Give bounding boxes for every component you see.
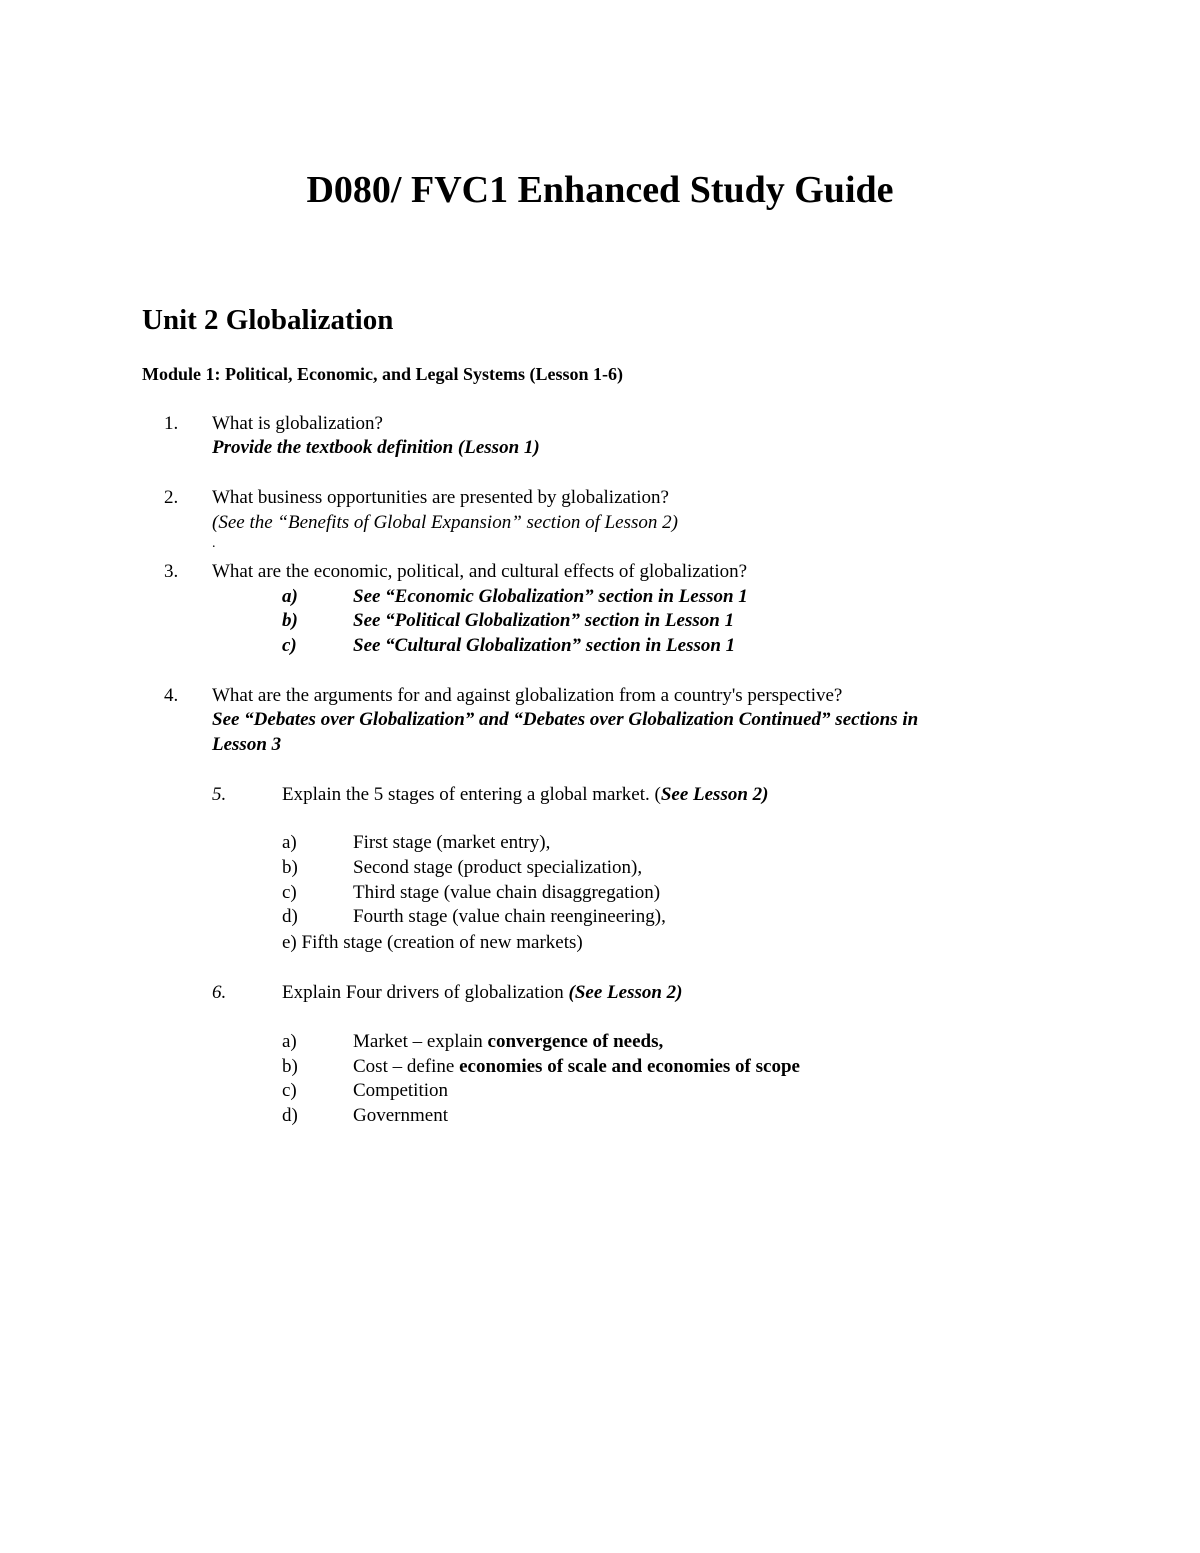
q6-item-letter: d) [282, 1105, 298, 1126]
q1-number: 1. [164, 413, 179, 434]
q3-item-letter: b) [282, 610, 298, 631]
q1-question: What is globalization? [212, 413, 383, 434]
q6-question-line [282, 982, 683, 1004]
q6-question: Explain Four drivers of globalization [282, 982, 569, 1003]
unit-heading: Unit 2 Globalization [142, 304, 394, 336]
q6-number: 6. [212, 982, 227, 1003]
q5-item-letter: a) [282, 832, 297, 853]
q2-dot: . [212, 536, 216, 551]
q2-question: What business opportunities are presented by globalization? [212, 487, 669, 508]
q4-question: What are the arguments for and against globalization from a country's perspective? [212, 685, 843, 706]
q6-item-letter: c) [282, 1080, 297, 1101]
q5-item-text: Second stage (product specialization), [353, 857, 643, 878]
q5-item-letter: d) [282, 906, 298, 927]
q6-item-bold: convergence of needs, [487, 1031, 664, 1052]
q5-item-text: First stage (market entry), [353, 832, 551, 853]
document-title: D080/ FVC1 Enhanced Study Guide [306, 169, 894, 211]
q5-item-text: Third stage (value chain disaggregation) [353, 882, 661, 903]
q3-item-text: See “Political Globalization” section in Lesson 1 [353, 610, 735, 631]
q6-item-text: Government [353, 1105, 448, 1126]
q5-question: Explain the 5 stages of entering a global market. ( [282, 784, 661, 805]
q6-item-letter: b) [282, 1056, 298, 1077]
q1-hint: Provide the textbook definition (Lesson 1) [212, 437, 540, 458]
q5-item-text: Fourth stage (value chain reengineering), [353, 906, 666, 927]
q6-item-bold: economies of scale and economies of scope [459, 1056, 800, 1077]
q5-item-letter: c) [282, 882, 297, 903]
q2-number: 2. [164, 487, 179, 508]
q4-hint-line2: Lesson 3 [212, 734, 282, 755]
q3-number: 3. [164, 561, 179, 582]
q5-item-letter: b) [282, 857, 298, 878]
q5-item-e: e) Fifth stage (creation of new markets) [282, 932, 583, 953]
q6-item-letter: a) [282, 1031, 297, 1052]
q6-item-text-line [353, 1031, 663, 1053]
q3-item-text: See “Economic Globalization” section in Lesson 1 [353, 586, 748, 607]
q6-item-text-line [353, 1056, 800, 1078]
q2-hint: (See the “Benefits of Global Expansion” section of Lesson 2) [212, 512, 678, 533]
q4-hint-line1: See “Debates over Globalization” and “Debates over Globalization Continued” sections in [212, 709, 919, 730]
q6-item-text: Market – explain [353, 1031, 488, 1052]
q4-number: 4. [164, 685, 179, 706]
q3-item-text: See “Cultural Globalization” section in Lesson 1 [353, 635, 736, 656]
q3-item-letter: a) [282, 586, 298, 607]
module-heading: Module 1: Political, Economic, and Legal Systems (Lesson 1-6) [142, 364, 623, 384]
q5-reference: See Lesson 2) [660, 784, 769, 805]
q6-item-text: Competition [353, 1080, 448, 1101]
q6-item-text: Cost – define [353, 1056, 460, 1077]
q5-question-line [282, 784, 768, 806]
q5-number: 5. [212, 784, 227, 805]
q6-reference: (See Lesson 2) [568, 982, 683, 1003]
q3-item-letter: c) [282, 635, 297, 656]
q3-question: What are the economic, political, and cultural effects of globalization? [212, 561, 748, 582]
